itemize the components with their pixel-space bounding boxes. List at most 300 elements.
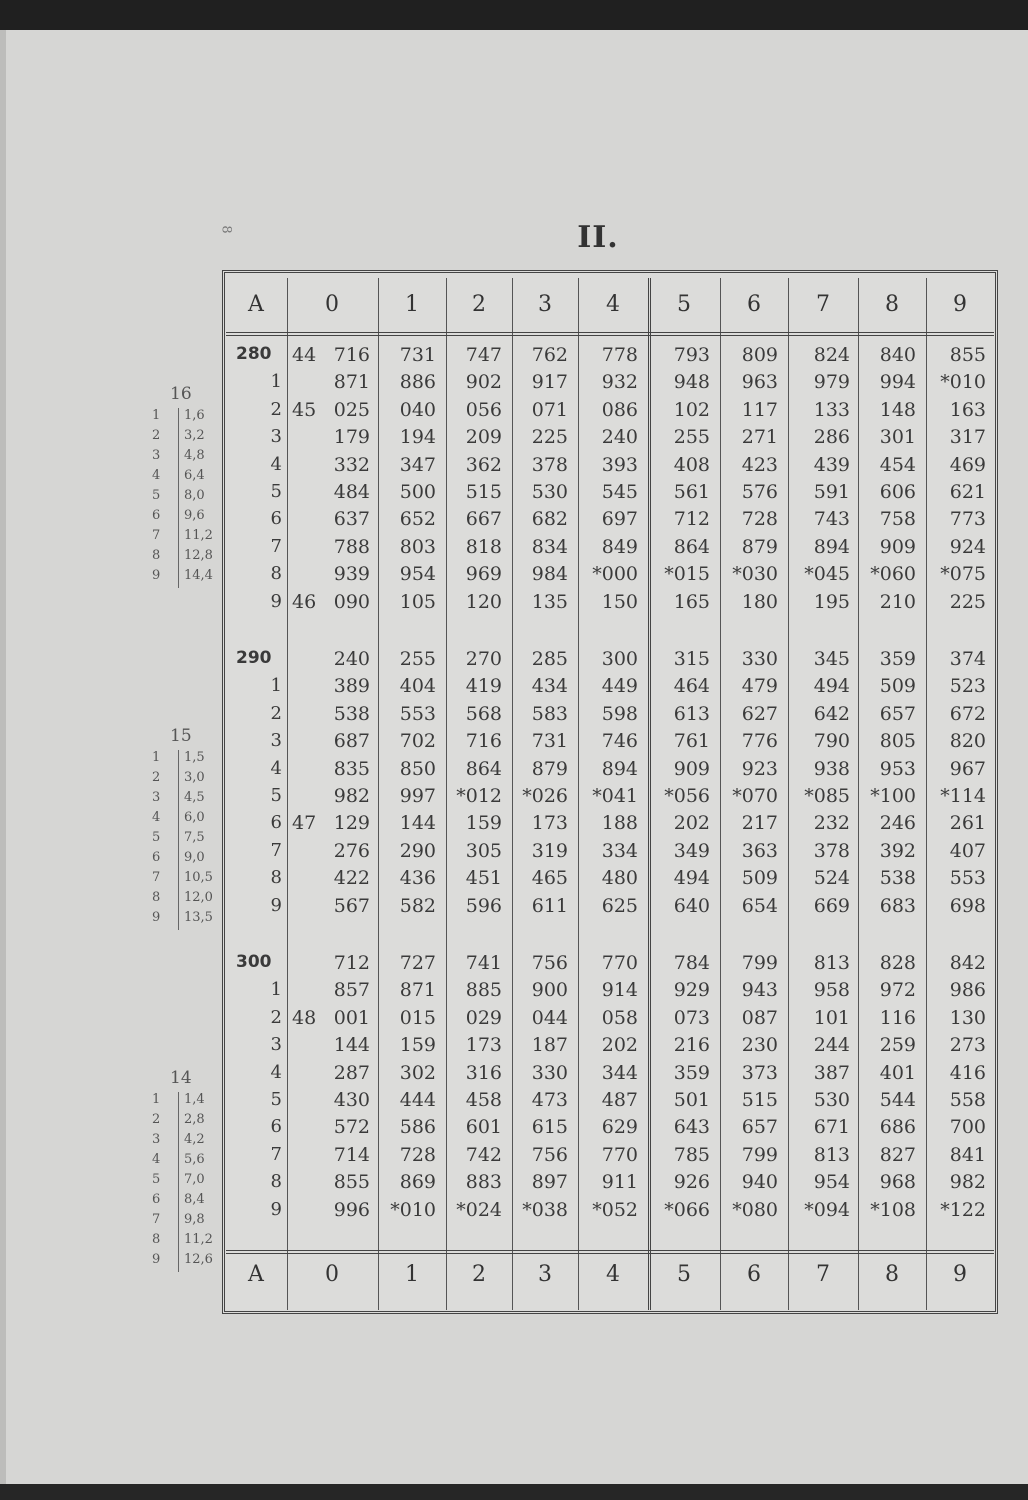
mantissa-cell: 799 <box>741 952 778 974</box>
column-footer: 9 <box>953 1262 967 1287</box>
mantissa-cell: 629 <box>601 1116 638 1139</box>
mantissa-cell: 194 <box>399 426 436 449</box>
mantissa-cell: *108 <box>870 1198 916 1221</box>
mantissa-cell: 202 <box>673 812 710 835</box>
mantissa-cell: 173 <box>531 812 568 835</box>
column-rule <box>287 278 288 1310</box>
row-argument: 2 <box>270 702 282 724</box>
mantissa-cell: 423 <box>741 453 778 476</box>
proportional-parts-value: 8,4 <box>184 1192 205 1207</box>
mantissa-cell: 500 <box>399 481 436 503</box>
mantissa-cell: 373 <box>741 1061 778 1084</box>
mantissa-cell: 501 <box>673 1089 710 1111</box>
mantissa-cell: 515 <box>741 1089 778 1111</box>
mantissa-cell: 419 <box>465 675 502 698</box>
mantissa-cell: *100 <box>870 785 916 807</box>
mantissa-cell: 290 <box>399 839 436 862</box>
mantissa-cell: 790 <box>813 730 850 753</box>
mantissa-cell: 567 <box>333 894 370 917</box>
mantissa-cell: 509 <box>741 867 778 890</box>
mantissa-cell: 225 <box>531 426 568 449</box>
mantissa-cell: 652 <box>399 508 436 531</box>
mantissa-cell: 387 <box>813 1061 850 1084</box>
proportional-parts-difference: 16 <box>170 384 192 404</box>
mantissa-cell: 209 <box>465 426 502 449</box>
row-argument: 2 <box>270 1006 282 1028</box>
mantissa-cell: 953 <box>879 757 916 780</box>
row-argument: 5 <box>270 1089 282 1110</box>
mantissa-cell: 102 <box>673 398 710 421</box>
proportional-parts-index: 8 <box>152 548 161 563</box>
proportional-parts-value: 13,5 <box>184 910 213 925</box>
mantissa-cell: *000 <box>592 563 638 586</box>
column-header: 8 <box>885 292 899 317</box>
proportional-parts-value: 1,4 <box>184 1092 205 1107</box>
proportional-parts-value: 3,0 <box>184 770 205 785</box>
row-argument: 5 <box>270 481 282 502</box>
mantissa-cell: 926 <box>673 1171 710 1194</box>
mantissa-cell: 317 <box>949 426 986 449</box>
mantissa-cell: 871 <box>399 979 436 1002</box>
mantissa-cell: 232 <box>813 812 850 835</box>
proportional-parts-value: 3,2 <box>184 428 205 443</box>
mantissa-cell: 332 <box>333 453 370 476</box>
mantissa-cell: 902 <box>465 371 502 394</box>
proportional-parts-value: 1,5 <box>184 750 205 765</box>
mantissa-cell: 524 <box>813 867 850 890</box>
row-argument: 8 <box>270 867 282 889</box>
column-header: 7 <box>816 292 830 317</box>
proportional-parts-index: 6 <box>152 850 161 865</box>
mantissa-cell: *052 <box>592 1198 638 1221</box>
mantissa-cell: 642 <box>813 702 850 725</box>
mantissa-cell: 439 <box>813 453 850 476</box>
mantissa-cell: 773 <box>949 508 986 531</box>
proportional-parts-index: 8 <box>152 890 161 905</box>
mantissa-cell: 255 <box>399 648 436 670</box>
proportional-parts-index: 5 <box>152 488 161 503</box>
mantissa-cell: 150 <box>601 590 638 613</box>
proportional-parts-index: 1 <box>152 1092 161 1107</box>
mantissa-cell: 828 <box>879 952 916 974</box>
mantissa-cell: 378 <box>813 839 850 862</box>
mantissa-cell: 879 <box>531 757 568 780</box>
proportional-parts-value: 4,5 <box>184 790 205 805</box>
mantissa-cell: 244 <box>813 1034 850 1057</box>
mantissa-cell: 923 <box>741 757 778 780</box>
mantissa-cell: 654 <box>741 894 778 917</box>
mantissa-cell: 627 <box>741 702 778 725</box>
mantissa-cell: 698 <box>949 894 986 917</box>
column-header: 1 <box>405 292 419 317</box>
proportional-parts-value: 8,0 <box>184 488 205 503</box>
mantissa-cell: 473 <box>531 1089 568 1111</box>
proportional-parts-value: 5,6 <box>184 1152 205 1167</box>
proportional-parts-index: 3 <box>152 790 161 805</box>
mantissa-cell: 924 <box>949 535 986 558</box>
mantissa-cell: 672 <box>949 702 986 725</box>
mantissa-cell: 714 <box>333 1143 370 1166</box>
mantissa-cell: 809 <box>741 344 778 366</box>
mantissa-cell: 712 <box>673 508 710 531</box>
mantissa-cell: 840 <box>879 344 916 366</box>
mantissa-cell: 885 <box>465 979 502 1002</box>
mantissa-cell: 523 <box>949 675 986 698</box>
proportional-parts-difference: 14 <box>170 1068 192 1088</box>
proportional-parts-index: 1 <box>152 750 161 765</box>
mantissa-cell: 276 <box>333 839 370 862</box>
mantissa-cell: 130 <box>949 1006 986 1029</box>
mantissa-cell: 727 <box>399 952 436 974</box>
mantissa-cell: 576 <box>741 481 778 503</box>
mantissa-cell: *038 <box>522 1198 568 1221</box>
proportional-parts-index: 3 <box>152 448 161 463</box>
mantissa-cell: 179 <box>333 426 370 449</box>
mantissa-cell: 864 <box>673 535 710 558</box>
mantissa-cell: 056 <box>465 398 502 421</box>
mantissa-cell: *060 <box>870 563 916 586</box>
mantissa-cell: 621 <box>949 481 986 503</box>
row-mantissa-prefix: 46 <box>292 590 317 613</box>
mantissa-cell: 273 <box>949 1034 986 1057</box>
proportional-parts-value: 7,5 <box>184 830 205 845</box>
mantissa-cell: 553 <box>949 867 986 890</box>
proportional-parts-index: 6 <box>152 508 161 523</box>
mantissa-cell: 857 <box>333 979 370 1002</box>
column-header: 0 <box>325 292 339 317</box>
mantissa-cell: 883 <box>465 1171 502 1194</box>
proportional-parts-value: 12,6 <box>184 1252 213 1267</box>
row-argument: 7 <box>270 535 282 557</box>
proportional-parts-value: 6,4 <box>184 468 205 483</box>
row-argument: 1 <box>270 675 282 697</box>
row-argument: 9 <box>270 590 282 612</box>
mantissa-cell: 347 <box>399 453 436 476</box>
mantissa-cell: *094 <box>804 1198 850 1221</box>
mantissa-cell: 285 <box>531 648 568 670</box>
proportional-parts-index: 3 <box>152 1132 161 1147</box>
mantissa-cell: 746 <box>601 730 638 753</box>
proportional-parts-value: 14,4 <box>184 568 213 583</box>
mantissa-cell: 538 <box>879 867 916 890</box>
mantissa-cell: 316 <box>465 1061 502 1084</box>
mantissa-cell: 625 <box>601 894 638 917</box>
row-argument: 280 <box>236 344 272 364</box>
proportional-parts-index: 8 <box>152 1232 161 1247</box>
mantissa-cell: 731 <box>531 730 568 753</box>
proportional-parts-value: 1,6 <box>184 408 205 423</box>
mantissa-cell: 195 <box>813 590 850 613</box>
mantissa-cell: 530 <box>813 1089 850 1111</box>
mantissa-cell: 756 <box>531 1143 568 1166</box>
mantissa-cell: 613 <box>673 702 710 725</box>
mantissa-cell: 657 <box>741 1116 778 1139</box>
mantissa-cell: 464 <box>673 675 710 698</box>
mantissa-cell: 770 <box>601 1143 638 1166</box>
mantissa-cell: 029 <box>465 1006 502 1029</box>
proportional-parts-index: 2 <box>152 770 161 785</box>
mantissa-cell: 135 <box>531 590 568 613</box>
row-argument: 1 <box>270 979 282 1001</box>
row-argument: 4 <box>270 757 282 779</box>
row-argument: 2 <box>270 398 282 420</box>
scan-top-edge <box>0 0 1028 30</box>
column-header: 3 <box>538 292 552 317</box>
column-footer: 4 <box>606 1262 620 1287</box>
column-header-a: A <box>248 292 264 317</box>
mantissa-cell: 144 <box>399 812 436 835</box>
row-argument: 290 <box>236 648 272 668</box>
mantissa-cell: 479 <box>741 675 778 698</box>
mantissa-cell: 330 <box>531 1061 568 1084</box>
column-header: 2 <box>472 292 486 317</box>
mantissa-cell: 430 <box>333 1089 370 1111</box>
proportional-parts-index: 5 <box>152 830 161 845</box>
mantissa-cell: 939 <box>333 563 370 586</box>
mantissa-cell: 202 <box>601 1034 638 1057</box>
mantissa-cell: 954 <box>813 1171 850 1194</box>
row-argument: 9 <box>270 894 282 916</box>
mantissa-cell: 984 <box>531 563 568 586</box>
mantissa-cell: 894 <box>601 757 638 780</box>
mantissa-cell: *010 <box>390 1198 436 1221</box>
mantissa-cell: 225 <box>949 590 986 613</box>
mantissa-cell: 449 <box>601 675 638 698</box>
mantissa-cell: 040 <box>399 398 436 421</box>
mantissa-cell: *030 <box>732 563 778 586</box>
mantissa-cell: 582 <box>399 894 436 917</box>
mantissa-cell: 982 <box>333 785 370 807</box>
mantissa-cell: 363 <box>741 839 778 862</box>
mantissa-cell: 416 <box>949 1061 986 1084</box>
mantissa-cell: 025 <box>333 398 370 421</box>
mantissa-cell: 484 <box>333 481 370 503</box>
mantissa-cell: 682 <box>531 508 568 531</box>
mantissa-cell: 909 <box>879 535 916 558</box>
mantissa-cell: 963 <box>741 371 778 394</box>
mantissa-cell: 640 <box>673 894 710 917</box>
mantissa-cell: 784 <box>673 952 710 974</box>
mantissa-cell: 813 <box>813 952 850 974</box>
mantissa-cell: 611 <box>531 894 568 917</box>
mantissa-cell: 334 <box>601 839 638 862</box>
mantissa-cell: 558 <box>949 1089 986 1111</box>
mantissa-cell: 728 <box>399 1143 436 1166</box>
mantissa-cell: 087 <box>741 1006 778 1029</box>
mantissa-cell: 761 <box>673 730 710 753</box>
mantissa-cell: *041 <box>592 785 638 807</box>
proportional-parts-rule <box>178 750 179 930</box>
mantissa-cell: 686 <box>879 1116 916 1139</box>
mantissa-cell: 071 <box>531 398 568 421</box>
mantissa-cell: 216 <box>673 1034 710 1057</box>
mantissa-cell: 374 <box>949 648 986 670</box>
mantissa-cell: 864 <box>465 757 502 780</box>
mantissa-cell: 465 <box>531 867 568 890</box>
mantissa-cell: 667 <box>465 508 502 531</box>
mantissa-cell: 741 <box>465 952 502 974</box>
mantissa-cell: 408 <box>673 453 710 476</box>
mantissa-cell: 596 <box>465 894 502 917</box>
mantissa-cell: 561 <box>673 481 710 503</box>
mantissa-cell: 897 <box>531 1171 568 1194</box>
scan-bottom-edge <box>0 1484 1028 1500</box>
column-footer: 7 <box>816 1262 830 1287</box>
mantissa-cell: 116 <box>879 1006 916 1029</box>
proportional-parts-index: 7 <box>152 528 161 543</box>
mantissa-cell: 909 <box>673 757 710 780</box>
mantissa-cell: 842 <box>949 952 986 974</box>
mantissa-cell: *122 <box>940 1198 986 1221</box>
row-argument: 7 <box>270 1143 282 1165</box>
mantissa-cell: 702 <box>399 730 436 753</box>
mantissa-cell: *012 <box>456 785 502 807</box>
mantissa-cell: 932 <box>601 371 638 394</box>
proportional-parts-index: 5 <box>152 1172 161 1187</box>
mantissa-cell: 948 <box>673 371 710 394</box>
mantissa-cell: 742 <box>465 1143 502 1166</box>
mantissa-cell: 997 <box>399 785 436 807</box>
mantissa-cell: 163 <box>949 398 986 421</box>
mantissa-cell: 770 <box>601 952 638 974</box>
mantissa-cell: 120 <box>465 590 502 613</box>
proportional-parts-index: 2 <box>152 1112 161 1127</box>
proportional-parts-index: 9 <box>152 910 161 925</box>
mantissa-cell: 404 <box>399 675 436 698</box>
mantissa-cell: *085 <box>804 785 850 807</box>
row-argument: 9 <box>270 1198 282 1220</box>
mantissa-cell: *024 <box>456 1198 502 1221</box>
row-argument: 6 <box>270 508 282 530</box>
mantissa-cell: 805 <box>879 730 916 753</box>
mantissa-cell: 793 <box>673 344 710 366</box>
scan-left-edge <box>0 30 6 1484</box>
proportional-parts-value: 12,0 <box>184 890 213 905</box>
column-header: 9 <box>953 292 967 317</box>
row-argument: 6 <box>270 812 282 834</box>
column-header: 5 <box>677 292 691 317</box>
mantissa-cell: 818 <box>465 535 502 558</box>
mantissa-cell: 270 <box>465 648 502 670</box>
row-argument: 7 <box>270 839 282 861</box>
mantissa-cell: 886 <box>399 371 436 394</box>
mantissa-cell: 180 <box>741 590 778 613</box>
mantissa-cell: 451 <box>465 867 502 890</box>
mantissa-cell: *056 <box>664 785 710 807</box>
mantissa-cell: 494 <box>813 675 850 698</box>
mantissa-cell: 785 <box>673 1143 710 1166</box>
row-mantissa-prefix: 48 <box>292 1006 317 1029</box>
mantissa-cell: 515 <box>465 481 502 503</box>
mantissa-cell: 436 <box>399 867 436 890</box>
mantissa-cell: 378 <box>531 453 568 476</box>
mantissa-cell: 494 <box>673 867 710 890</box>
mantissa-cell: 850 <box>399 757 436 780</box>
mantissa-cell: 545 <box>601 481 638 503</box>
row-mantissa-prefix: 45 <box>292 398 317 421</box>
proportional-parts-index: 4 <box>152 810 161 825</box>
mantissa-cell: 217 <box>741 812 778 835</box>
row-argument: 8 <box>270 1171 282 1193</box>
mantissa-cell: 687 <box>333 730 370 753</box>
footer-rule <box>226 1250 994 1254</box>
mantissa-cell: 458 <box>465 1089 502 1111</box>
mantissa-cell: 879 <box>741 535 778 558</box>
corner-mark: 8 <box>218 225 234 234</box>
row-mantissa-prefix: 47 <box>292 812 317 835</box>
mantissa-cell: 778 <box>601 344 638 366</box>
mantissa-cell: 117 <box>741 398 778 421</box>
mantissa-cell: 731 <box>399 344 436 366</box>
row-argument: 300 <box>236 952 272 972</box>
proportional-parts-index: 9 <box>152 568 161 583</box>
mantissa-cell: 683 <box>879 894 916 917</box>
proportional-parts-index: 2 <box>152 428 161 443</box>
mantissa-cell: 259 <box>879 1034 916 1057</box>
proportional-parts-value: 9,8 <box>184 1212 205 1227</box>
mantissa-cell: 716 <box>465 730 502 753</box>
mantissa-cell: 302 <box>399 1061 436 1084</box>
mantissa-cell: 015 <box>399 1006 436 1029</box>
row-argument: 3 <box>270 730 282 752</box>
mantissa-cell: 210 <box>879 590 916 613</box>
proportional-parts-rule <box>178 408 179 588</box>
mantissa-cell: 601 <box>465 1116 502 1139</box>
mantissa-cell: 393 <box>601 453 638 476</box>
mantissa-cell: 583 <box>531 702 568 725</box>
proportional-parts-value: 11,2 <box>184 1232 213 1247</box>
mantissa-cell: 434 <box>531 675 568 698</box>
mantissa-cell: 159 <box>465 812 502 835</box>
mantissa-cell: 756 <box>531 952 568 974</box>
mantissa-cell: *026 <box>522 785 568 807</box>
mantissa-cell: 129 <box>333 812 370 835</box>
mantissa-cell: 911 <box>601 1171 638 1194</box>
mantissa-cell: 230 <box>741 1034 778 1057</box>
mantissa-cell: 469 <box>949 453 986 476</box>
mantissa-cell: 544 <box>879 1089 916 1111</box>
mantissa-cell: 606 <box>879 481 916 503</box>
mantissa-cell: 855 <box>949 344 986 366</box>
mantissa-cell: 240 <box>601 426 638 449</box>
mantissa-cell: 914 <box>601 979 638 1002</box>
mantissa-cell: 758 <box>879 508 916 531</box>
mantissa-cell: *010 <box>940 371 986 394</box>
mantissa-cell: 487 <box>601 1089 638 1111</box>
proportional-parts-index: 9 <box>152 1252 161 1267</box>
mantissa-cell: 747 <box>465 344 502 366</box>
mantissa-cell: 187 <box>531 1034 568 1057</box>
mantissa-cell: *070 <box>732 785 778 807</box>
row-argument: 6 <box>270 1116 282 1138</box>
mantissa-cell: 799 <box>741 1143 778 1166</box>
mantissa-cell: 871 <box>333 371 370 394</box>
mantissa-cell: 330 <box>741 648 778 670</box>
mantissa-cell: 979 <box>813 371 850 394</box>
mantissa-cell: 824 <box>813 344 850 366</box>
mantissa-cell: 001 <box>333 1006 370 1029</box>
mantissa-cell: 305 <box>465 839 502 862</box>
mantissa-cell: *080 <box>732 1198 778 1221</box>
mantissa-cell: 813 <box>813 1143 850 1166</box>
mantissa-cell: 849 <box>601 535 638 558</box>
mantissa-cell: 967 <box>949 757 986 780</box>
mantissa-cell: 776 <box>741 730 778 753</box>
mantissa-cell: 591 <box>813 481 850 503</box>
mantissa-cell: 345 <box>813 648 850 670</box>
mantissa-cell: 969 <box>465 563 502 586</box>
mantissa-cell: 586 <box>399 1116 436 1139</box>
